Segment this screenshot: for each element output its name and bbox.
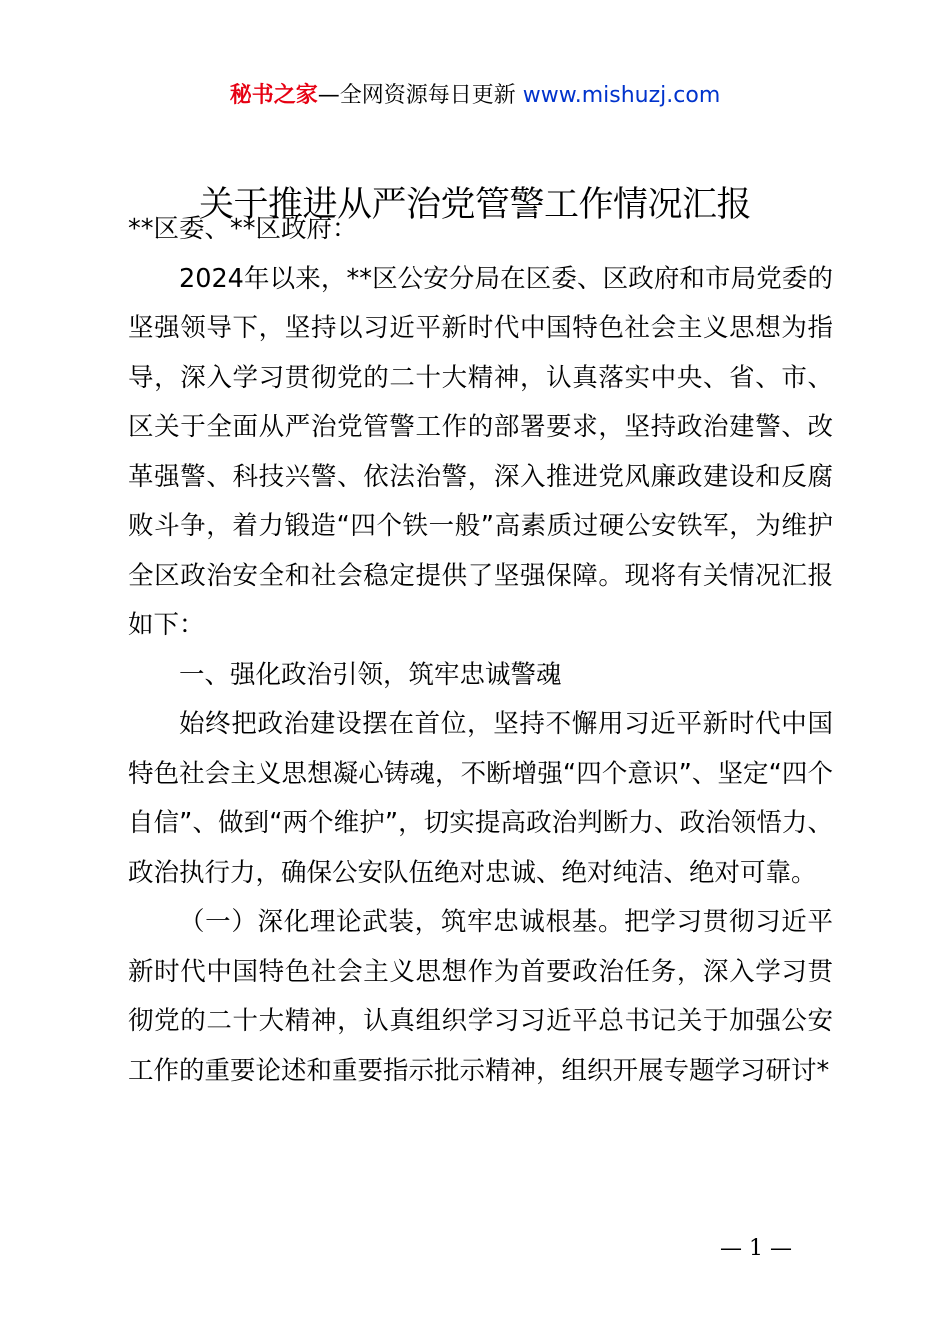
- paragraph-section-1: 始终把政治建设摆在首位，坚持不懈用习近平新时代中国特色社会主义思想凝心铸魂，不断增强“四个意识”、坚定“四个自信”、做到“两个维护”，切实提高政治判断力、政治领悟力、政治执行力，确保公安队伍绝对忠诚、绝对纯洁、绝对可靠。: [128, 709, 833, 888]
- site-header: [0, 80, 950, 112]
- document-body: [128, 205, 833, 1096]
- document-title: 关于推进从严治党管警工作情况汇报: [198, 185, 751, 225]
- page-number: — 1 —: [720, 1236, 792, 1261]
- paragraph-intro: 2024年以来，**区公安分局在区委、区政府和市局党委的坚强领导下，坚持以习近平新时代中国特色社会主义思想为指导，深入学习贯彻党的二十大精神，认真落实中央、省、市、区关于全面从严治党管警工作的部署要求，坚持政治建警、改革强警、科技兴警、依法治警，深入推进党风廉政建设和反腐败斗争，着力锻造“四个铁一般”高素质过硬公安铁军，为维护全区政治安全和社会稳定提供了坚强保障。现将有关情况汇报如下：: [128, 263, 833, 640]
- site-tagline: —全网资源每日更新: [317, 83, 523, 108]
- site-url-link[interactable]: www.mishuzj.com: [522, 83, 721, 108]
- salutation: **区委、**区政府：: [128, 214, 358, 244]
- section-heading-1: 一、强化政治引领，筑牢忠诚警魂: [179, 659, 562, 690]
- site-brand: 秘书之家: [229, 83, 318, 108]
- paragraph-subsection-1: （一）深化理论武装，筑牢忠诚根基。把学习贯彻习近平新时代中国特色社会主义思想作为首要政治任务，深入学习贯彻党的二十大精神，认真组织学习习近平总书记关于加强公安工作的重要论述和重要指示批示精神，组织开展专题学习研讨*: [128, 907, 833, 1086]
